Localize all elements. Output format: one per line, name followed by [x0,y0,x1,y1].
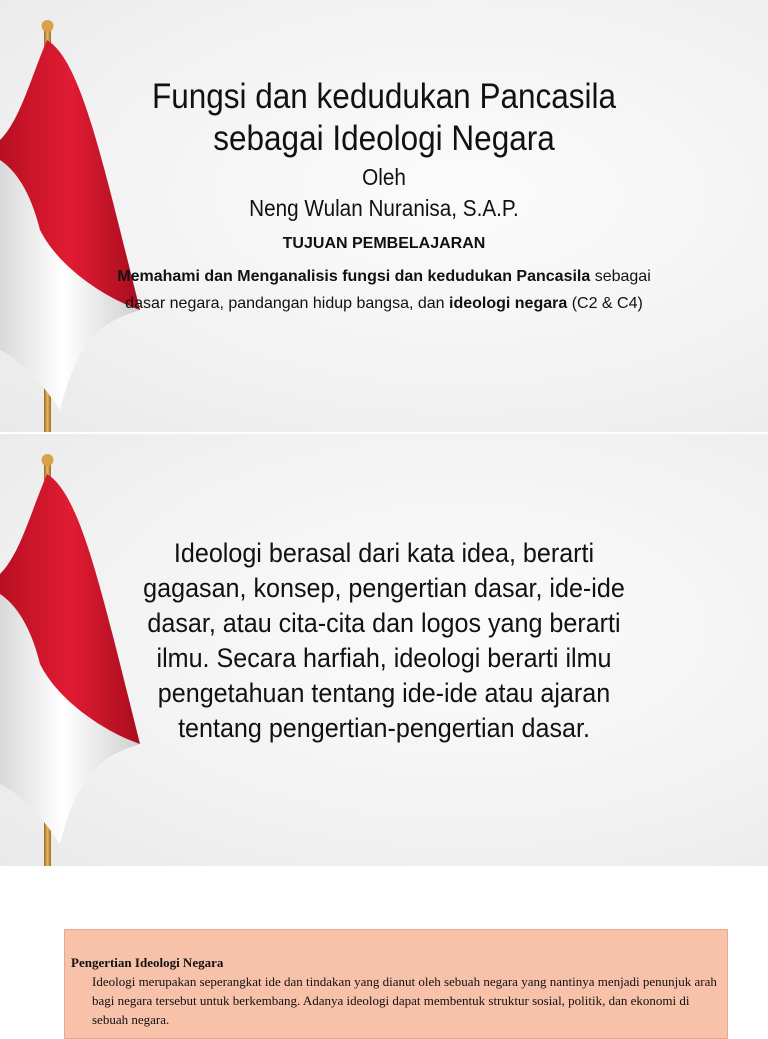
slide-title [38,76,729,160]
objective-bold-2: ideologi negara [449,295,568,312]
title-line-1: Fungsi dan kedudukan Pancasila [151,77,617,116]
objective-bold-1: Memahami dan Menganalisis fungsi dan kedudukan Pancasila [117,268,591,285]
author-name: Neng Wulan Nuranisa, S.A.P. [249,195,519,221]
title-slide [0,0,768,432]
objective-text-1: sebagai dasar negara, pandangan hidup bangsa, dan [125,268,651,312]
box-title: Pengertian Ideologi Negara [71,955,224,970]
title-line-2: sebagai Ideologi Negara [213,119,555,158]
objective-text-2: (C2 & C4) [567,295,643,312]
box-body: Ideologi merupakan seperangkat ide dan tindakan yang dianut oleh sebuah negara yang nantinya menjadi penunjuk arah bagi negara tersebut untuk berkembang. Adanya ideologi dapat membentuk struktur sosial, politik, dan ekonomi di sebuah negara. [92,974,717,1027]
objective-heading: TUJUAN PEMBELAJARAN [282,235,486,252]
objective-text [100,263,668,317]
definition-box [64,929,728,1039]
ideology-definition: Ideologi berasal dari kata idea, berarti gagasan, konsep, pengertian dasar, ide-ide dasar, atau cita-cita dan logos yang berarti ilmu. Secara harfiah, ideologi berarti ilmu pengetahuan tentang ide-ide atau ajaran tentang pengertian-pengertian dasar. [143,538,625,743]
oleh-label: Oleh [362,164,406,190]
definition-slide [0,434,768,866]
